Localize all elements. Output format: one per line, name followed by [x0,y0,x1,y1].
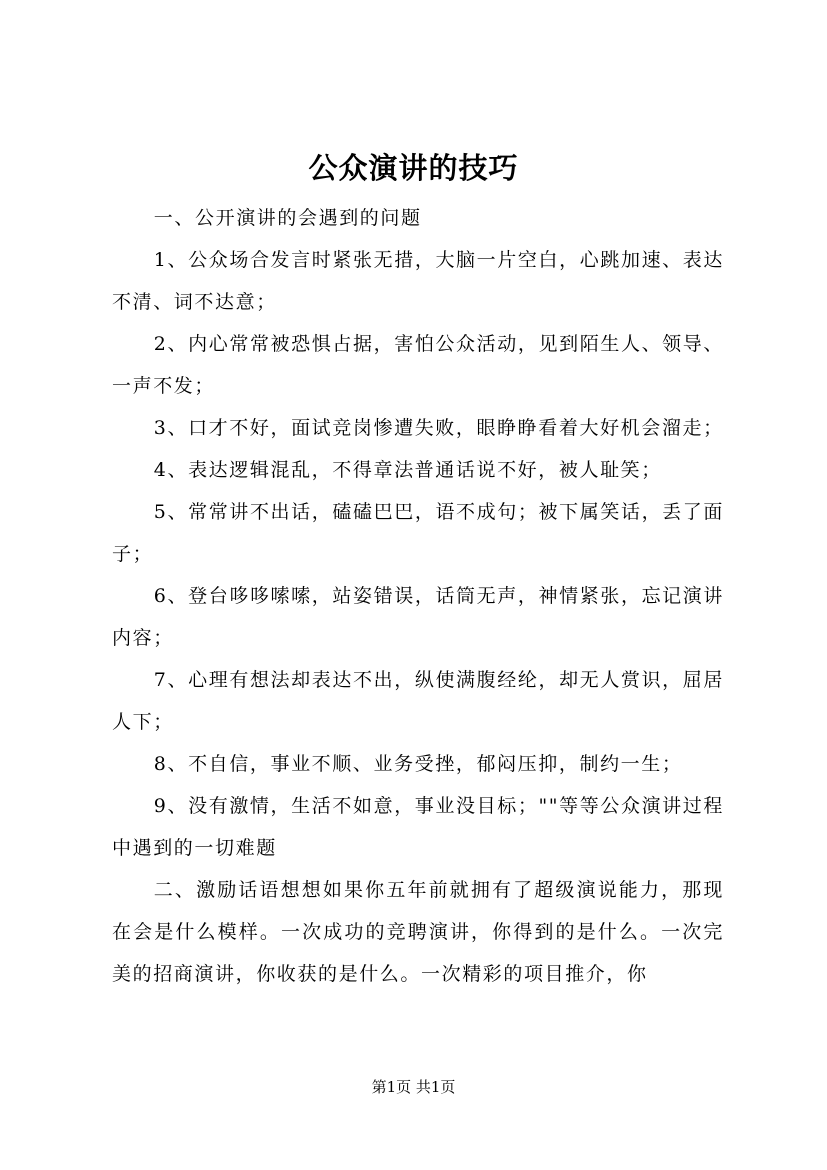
paragraph-item-5: 5、常常讲不出话，磕磕巴巴，语不成句；被下属笑话，丢了面子； [112,501,724,565]
paragraph-item-8: 8、不自信，事业不顺、业务受挫，郁闷压抑，制约一生； [153,753,683,775]
document-title: 公众演讲的技巧 [308,151,519,185]
paragraph-item-2: 2、内心常常被恐惧占据，害怕公众活动，见到陌生人、领导、一声不发； [112,333,724,397]
paragraph-item-4: 4、表达逻辑混乱，不得章法普通话说不好，被人耻笑； [153,459,662,481]
page-number-footer: 第1页 共1页 [371,1078,456,1096]
paragraph-item-9: 9、没有激情，生活不如意，事业没目标；""等等公众演讲过程中遇到的一切难题 [112,795,724,859]
document-body [112,197,724,995]
paragraph-section-two: 二、激励话语想想如果你五年前就拥有了超级演说能力，那现在会是什么模样。一次成功的竞聘演讲，你得到的是什么。一次完美的招商演讲，你收获的是什么。一次精彩的项目推介，你 [112,879,724,985]
paragraph-item-3: 3、口才不好，面试竞岗惨遭失败，眼睁睁看着大好机会溜走； [153,417,724,439]
paragraph-item-6: 6、登台哆哆嗦嗦，站姿错误，话筒无声，神情紧张，忘记演讲内容； [112,585,724,649]
paragraph-item-1: 1、公众场合发言时紧张无措，大脑一片空白，心跳加速、表达不清、词不达意； [112,249,724,313]
paragraph-item-7: 7、心理有想法却表达不出，纵使满腹经纶，却无人赏识，屈居人下； [112,669,724,733]
paragraph-section-one-heading: 一、公开演讲的会遇到的问题 [153,207,422,229]
